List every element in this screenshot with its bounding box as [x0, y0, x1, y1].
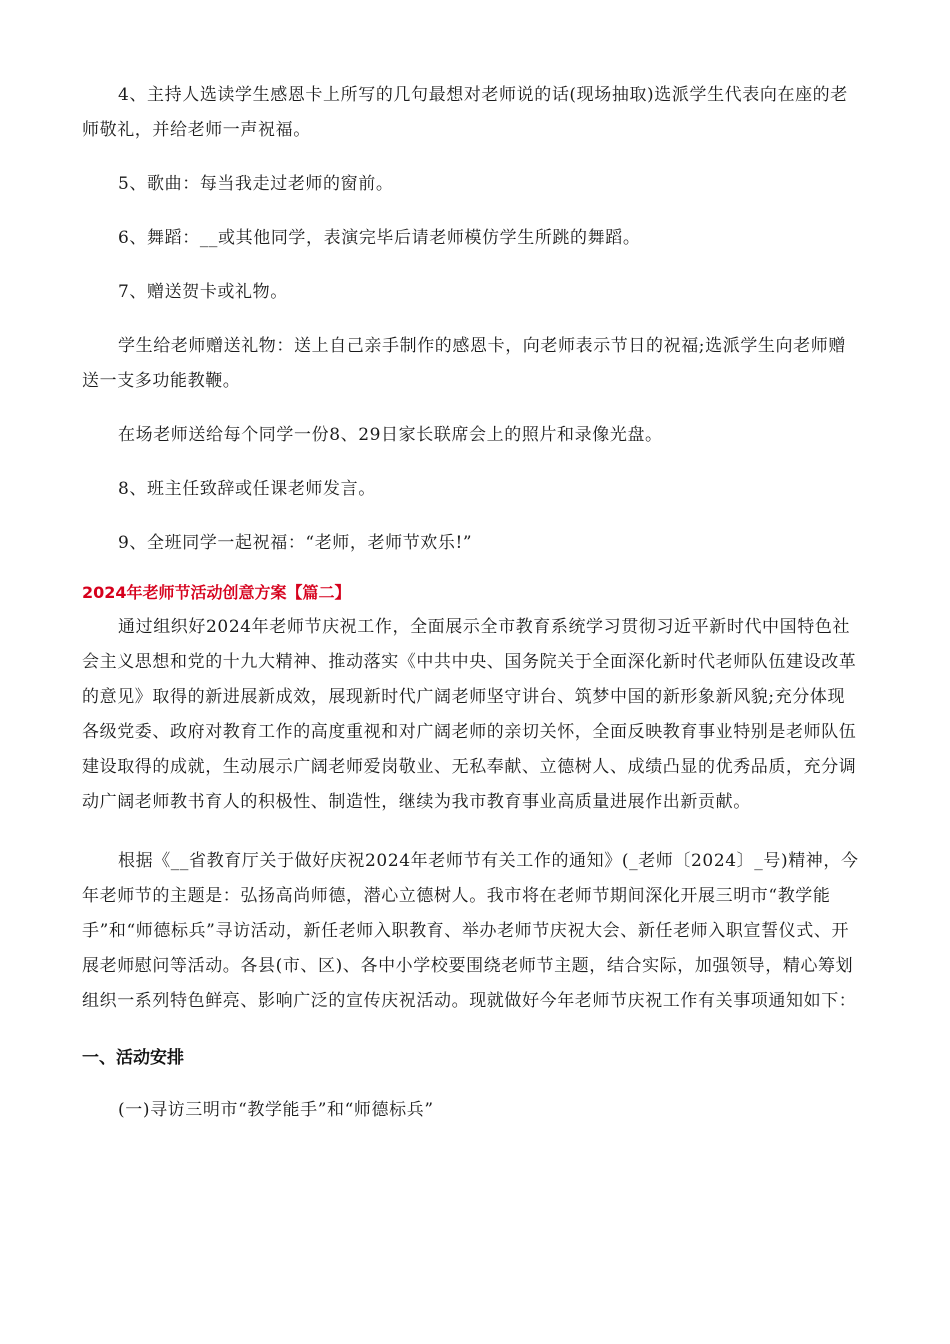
paragraph-gift-teachers: 在场老师送给每个同学一份8、29日家长联席会上的照片和录像光盘。	[118, 425, 663, 445]
paragraph-item-9: 9、全班同学一起祝福：“老师，老师节欢乐!”	[118, 533, 473, 553]
section-heading: 2024年老师节活动创意方案【篇二】	[82, 583, 351, 602]
subheading-activity-arrangement: 一、活动安排	[82, 1048, 184, 1068]
paragraph-intro: 通过组织好2024年老师节庆祝工作，全面展示全市教育系统学习贯彻习近平新时代中国特色社会主义思想和党的十九大精神、推动落实《中共中央、国务院关于全面深化新时代老师队伍建设改革的意见》取得的新进展新成效，展现新时代广阔老师坚守讲台、筑梦中国的新形象新风貌;充分体现各级党委、政府对教育工作的高度重视和对广阔老师的亲切关怀，全面反映教育事业特别是老师队伍建设取得的成就，生动展示广阔老师爱岗敬业、无私奉献、立德树人、成绩凸显的优秀品质，充分调动广阔老师教书育人的积极性、制造性，继续为我市教育事业高质量进展作出新贡献。	[82, 617, 857, 812]
paragraph-item-5: 5、歌曲：每当我走过老师的窗前。	[118, 174, 394, 194]
list-item-first: (一)寻访三明市“教学能手”和“师德标兵”	[118, 1100, 434, 1120]
paragraph-item-4: 4、主持人选读学生感恩卡上所写的几句最想对老师说的话(现场抽取)选派学生代表向在座的老师敬礼，并给老师一声祝福。	[82, 85, 848, 140]
paragraph-item-6: 6、舞蹈：__或其他同学，表演完毕后请老师模仿学生所跳的舞蹈。	[118, 228, 641, 248]
paragraph-item-7: 7、赠送贺卡或礼物。	[118, 282, 288, 302]
paragraph-item-8: 8、班主任致辞或任课老师发言。	[118, 479, 376, 499]
paragraph-notice: 根据《__省教育厅关于做好庆祝2024年老师节有关工作的通知》(_老师〔2024〕_号)精神，今年老师节的主题是：弘扬高尚师德，潜心立德树人。我市将在老师节期间深化开展三明市“教学能手”和“师德标兵”寻访活动，新任老师入职教育、举办老师节庆祝大会、新任老师入职宣誓仪式、开展老师慰问等活动。各县(市、区)、各中小学校要围绕老师节主题，结合实际，加强领导，精心筹划组织一系列特色鲜亮、影响广泛的宣传庆祝活动。现就做好今年老师节庆祝工作有关事项通知如下：	[82, 851, 859, 1011]
paragraph-gift-students: 学生给老师赠送礼物：送上自己亲手制作的感恩卡，向老师表示节日的祝福;选派学生向老师赠送一支多功能教鞭。	[82, 336, 846, 391]
